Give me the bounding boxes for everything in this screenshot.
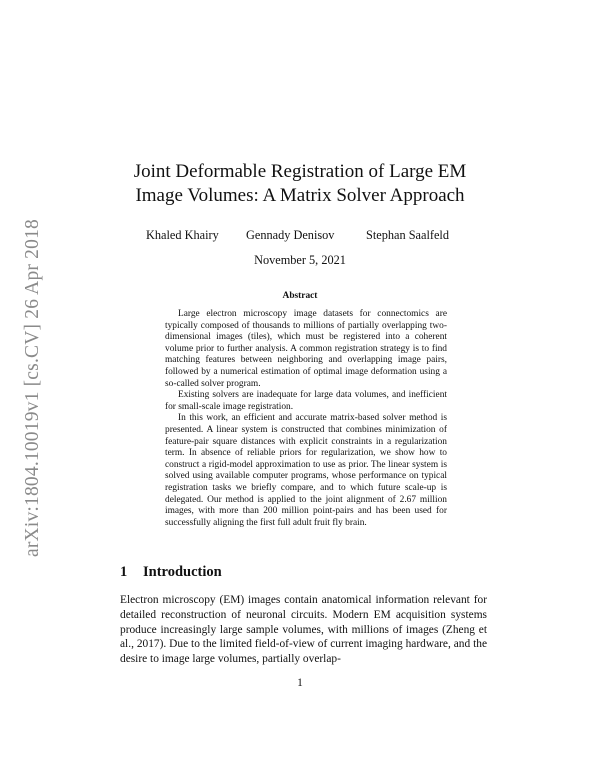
arxiv-identifier-stamp: arXiv:1804.10019v1 [cs.CV] 26 Apr 2018: [22, 219, 43, 557]
abstract-heading: Abstract: [282, 291, 318, 301]
paper-title: [100, 160, 500, 208]
section-heading-introduction: [120, 564, 222, 581]
page-number: 1: [297, 677, 303, 689]
section-number: 1: [120, 564, 128, 580]
author-3: Stephan Saalfeld: [366, 228, 449, 242]
abstract-paragraph: Large electron microscopy image datasets for connectomics are typically composed of thousands to millions of partially overlapping two-dimensional images (tiles), which must be registered into a coherent volume prior to further analysis. A common registration strategy is to find matching features between neighboring and overlapping image pairs, followed by a numerical estimation of optimal image deformation using a so-called solver program.: [165, 309, 447, 389]
author-2: Gennady Denisov: [246, 228, 335, 242]
title-line-1: Joint Deformable Registration of Large EM: [133, 161, 467, 182]
abstract-paragraph: In this work, an efficient and accurate matrix-based solver method is presented. A linear system is constructed that combines minimization of feature-pair square distances with explicit constraints in a regularization term. In absence of reliable priors for regularization, we show how to construct a rigid-model approximation to use as prior. The linear system is solved using available computer programs, whose performance on typical registration tasks we briefly compare, and to which future scale-up is delegated. Our method is applied to the joint alignment of 2.67 million images, with more than 200 million point-pairs and has been used for successfully aligning the first full adult fruit fly brain.: [165, 413, 447, 528]
body-paragraph: Electron microscopy (EM) images contain anatomical information relevant for detailed reconstruction of neuronal circuits. Modern EM acquisition systems produce increasingly large sample volumes, with millions of images (Zheng et al., 2017). Due to the limited field-of-view of current imaging hardware, and the desire to image large volumes, partially overlap-: [120, 594, 487, 666]
abstract-paragraph: Existing solvers are inadequate for large data volumes, and inefficient for small-scale image registration.: [165, 390, 447, 412]
abstract-body: [165, 309, 447, 529]
publication-date: November 5, 2021: [254, 253, 346, 267]
introduction-body: [120, 593, 487, 667]
author-list: [0, 228, 600, 244]
title-line-2: Image Volumes: A Matrix Solver Approach: [135, 185, 465, 206]
section-title: Introduction: [143, 564, 222, 580]
author-1: Khaled Khairy: [146, 228, 219, 242]
